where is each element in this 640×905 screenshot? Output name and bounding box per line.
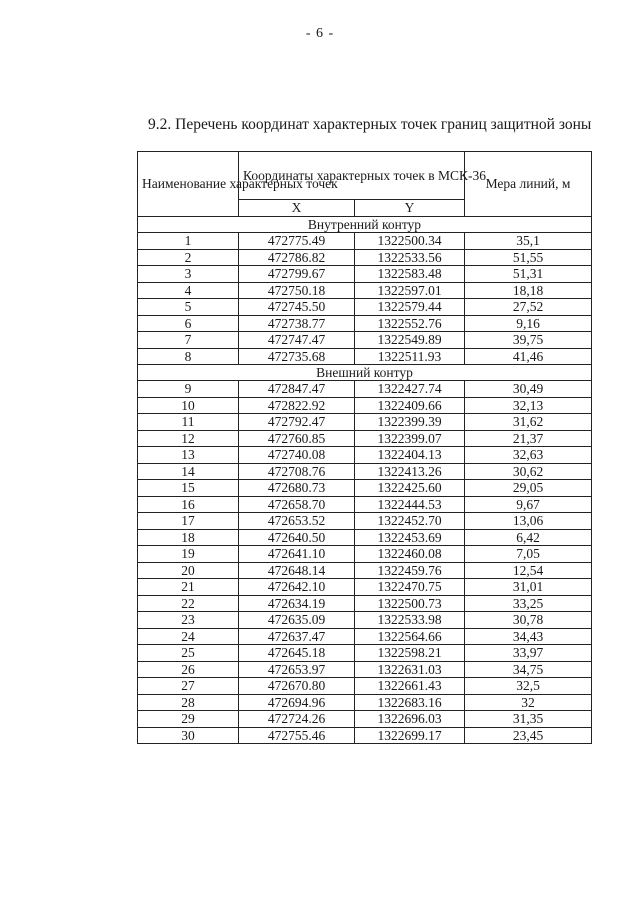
point-number-cell: 10 (138, 397, 239, 414)
table-row (138, 332, 592, 349)
line-length-cell: 27,52 (465, 299, 592, 316)
line-length-cell: 51,55 (465, 249, 592, 266)
point-number-cell: 29 (138, 711, 239, 728)
line-length-cell: 9,67 (465, 496, 592, 513)
y-coordinate-cell: 1322511.93 (355, 348, 465, 365)
line-length-cell: 32,63 (465, 447, 592, 464)
table-row (138, 480, 592, 497)
y-coordinate-cell: 1322453.69 (355, 529, 465, 546)
x-coordinate-cell: 472738.77 (239, 315, 355, 332)
table-row (138, 463, 592, 480)
x-coordinate-cell: 472637.47 (239, 628, 355, 645)
table-row (138, 661, 592, 678)
x-coordinate-cell: 472645.18 (239, 645, 355, 662)
point-number-cell: 24 (138, 628, 239, 645)
x-coordinate-cell: 472653.52 (239, 513, 355, 530)
line-length-cell: 32 (465, 694, 592, 711)
line-length-cell: 31,62 (465, 414, 592, 431)
y-coordinate-cell: 1322459.76 (355, 562, 465, 579)
section-title: Внешний контур (138, 365, 592, 381)
line-length-cell: 33,97 (465, 645, 592, 662)
point-number-cell: 12 (138, 430, 239, 447)
point-number-cell: 6 (138, 315, 239, 332)
x-coordinate-cell: 472694.96 (239, 694, 355, 711)
y-coordinate-cell: 1322500.34 (355, 233, 465, 250)
table-row (138, 299, 592, 316)
table-row (138, 694, 592, 711)
point-number-cell: 26 (138, 661, 239, 678)
y-coordinate-cell: 1322699.17 (355, 727, 465, 744)
y-coordinate-cell: 1322409.66 (355, 397, 465, 414)
line-length-cell: 12,54 (465, 562, 592, 579)
line-length-cell: 39,75 (465, 332, 592, 349)
line-length-cell: 18,18 (465, 282, 592, 299)
table-row (138, 496, 592, 513)
header-y: Y (355, 200, 465, 217)
x-coordinate-cell: 472847.47 (239, 381, 355, 398)
y-coordinate-cell: 1322631.03 (355, 661, 465, 678)
section-heading: 9.2. Перечень координат характерных точек границ защитной зоны (148, 116, 592, 133)
header-point-name: Наименование характерных точек (138, 152, 239, 217)
table-row (138, 645, 592, 662)
table-row (138, 430, 592, 447)
y-coordinate-cell: 1322696.03 (355, 711, 465, 728)
line-length-cell: 30,62 (465, 463, 592, 480)
x-coordinate-cell: 472786.82 (239, 249, 355, 266)
x-coordinate-cell: 472642.10 (239, 579, 355, 596)
point-number-cell: 30 (138, 727, 239, 744)
x-coordinate-cell: 472708.76 (239, 463, 355, 480)
line-length-cell: 7,05 (465, 546, 592, 563)
y-coordinate-cell: 1322564.66 (355, 628, 465, 645)
x-coordinate-cell: 472634.19 (239, 595, 355, 612)
point-number-cell: 27 (138, 678, 239, 695)
x-coordinate-cell: 472740.08 (239, 447, 355, 464)
y-coordinate-cell: 1322399.07 (355, 430, 465, 447)
x-coordinate-cell: 472640.50 (239, 529, 355, 546)
y-coordinate-cell: 1322598.21 (355, 645, 465, 662)
point-number-cell: 25 (138, 645, 239, 662)
point-number-cell: 28 (138, 694, 239, 711)
section-title: Внутренний контур (138, 217, 592, 233)
section-row (138, 365, 592, 381)
table-row (138, 249, 592, 266)
x-coordinate-cell: 472755.46 (239, 727, 355, 744)
point-number-cell: 7 (138, 332, 239, 349)
table-row (138, 282, 592, 299)
header-line-length: Мера линий, м (465, 152, 592, 217)
x-coordinate-cell: 472760.85 (239, 430, 355, 447)
y-coordinate-cell: 1322460.08 (355, 546, 465, 563)
x-coordinate-cell: 472680.73 (239, 480, 355, 497)
section-row (138, 217, 592, 233)
y-coordinate-cell: 1322427.74 (355, 381, 465, 398)
y-coordinate-cell: 1322533.56 (355, 249, 465, 266)
page-number: - 6 - (305, 26, 335, 41)
y-coordinate-cell: 1322470.75 (355, 579, 465, 596)
table-row (138, 579, 592, 596)
y-coordinate-cell: 1322597.01 (355, 282, 465, 299)
x-coordinate-cell: 472648.14 (239, 562, 355, 579)
point-number-cell: 11 (138, 414, 239, 431)
table-row (138, 414, 592, 431)
line-length-cell: 21,37 (465, 430, 592, 447)
y-coordinate-cell: 1322399.39 (355, 414, 465, 431)
table-row (138, 447, 592, 464)
point-number-cell: 2 (138, 249, 239, 266)
line-length-cell: 32,5 (465, 678, 592, 695)
table-row (138, 233, 592, 250)
header-x: X (239, 200, 355, 217)
line-length-cell: 35,1 (465, 233, 592, 250)
line-length-cell: 32,13 (465, 397, 592, 414)
table-row (138, 397, 592, 414)
x-coordinate-cell: 472745.50 (239, 299, 355, 316)
point-number-cell: 20 (138, 562, 239, 579)
y-coordinate-cell: 1322661.43 (355, 678, 465, 695)
point-number-cell: 1 (138, 233, 239, 250)
point-number-cell: 21 (138, 579, 239, 596)
table-row (138, 266, 592, 283)
table-row (138, 348, 592, 365)
x-coordinate-cell: 472641.10 (239, 546, 355, 563)
point-number-cell: 22 (138, 595, 239, 612)
x-coordinate-cell: 472775.49 (239, 233, 355, 250)
x-coordinate-cell: 472658.70 (239, 496, 355, 513)
y-coordinate-cell: 1322444.53 (355, 496, 465, 513)
x-coordinate-cell: 472724.26 (239, 711, 355, 728)
line-length-cell: 33,25 (465, 595, 592, 612)
y-coordinate-cell: 1322404.13 (355, 447, 465, 464)
table-body (138, 217, 592, 744)
y-coordinate-cell: 1322425.60 (355, 480, 465, 497)
y-coordinate-cell: 1322579.44 (355, 299, 465, 316)
table-row (138, 513, 592, 530)
table-row (138, 595, 592, 612)
point-number-cell: 15 (138, 480, 239, 497)
point-number-cell: 13 (138, 447, 239, 464)
line-length-cell: 30,49 (465, 381, 592, 398)
point-number-cell: 19 (138, 546, 239, 563)
point-number-cell: 17 (138, 513, 239, 530)
table-row (138, 315, 592, 332)
y-coordinate-cell: 1322552.76 (355, 315, 465, 332)
point-number-cell: 8 (138, 348, 239, 365)
x-coordinate-cell: 472750.18 (239, 282, 355, 299)
line-length-cell: 51,31 (465, 266, 592, 283)
line-length-cell: 6,42 (465, 529, 592, 546)
y-coordinate-cell: 1322413.26 (355, 463, 465, 480)
table-row (138, 678, 592, 695)
point-number-cell: 5 (138, 299, 239, 316)
x-coordinate-cell: 472735.68 (239, 348, 355, 365)
table-row (138, 529, 592, 546)
y-coordinate-cell: 1322583.48 (355, 266, 465, 283)
table-row (138, 628, 592, 645)
coordinates-table (137, 151, 592, 744)
line-length-cell: 41,46 (465, 348, 592, 365)
point-number-cell: 23 (138, 612, 239, 629)
line-length-cell: 9,16 (465, 315, 592, 332)
table-row (138, 562, 592, 579)
point-number-cell: 3 (138, 266, 239, 283)
table-row (138, 727, 592, 744)
x-coordinate-cell: 472670.80 (239, 678, 355, 695)
line-length-cell: 34,43 (465, 628, 592, 645)
point-number-cell: 9 (138, 381, 239, 398)
y-coordinate-cell: 1322683.16 (355, 694, 465, 711)
x-coordinate-cell: 472792.47 (239, 414, 355, 431)
header-coordinates: Координаты характерных точек в МСК-36 (239, 152, 465, 200)
x-coordinate-cell: 472822.92 (239, 397, 355, 414)
line-length-cell: 13,06 (465, 513, 592, 530)
y-coordinate-cell: 1322533.98 (355, 612, 465, 629)
table-row (138, 546, 592, 563)
x-coordinate-cell: 472799.67 (239, 266, 355, 283)
y-coordinate-cell: 1322452.70 (355, 513, 465, 530)
line-length-cell: 29,05 (465, 480, 592, 497)
line-length-cell: 30,78 (465, 612, 592, 629)
point-number-cell: 4 (138, 282, 239, 299)
x-coordinate-cell: 472635.09 (239, 612, 355, 629)
line-length-cell: 34,75 (465, 661, 592, 678)
y-coordinate-cell: 1322500.73 (355, 595, 465, 612)
point-number-cell: 16 (138, 496, 239, 513)
x-coordinate-cell: 472747.47 (239, 332, 355, 349)
point-number-cell: 18 (138, 529, 239, 546)
x-coordinate-cell: 472653.97 (239, 661, 355, 678)
table-row (138, 612, 592, 629)
table-row (138, 381, 592, 398)
line-length-cell: 23,45 (465, 727, 592, 744)
point-number-cell: 14 (138, 463, 239, 480)
line-length-cell: 31,35 (465, 711, 592, 728)
table-row (138, 711, 592, 728)
y-coordinate-cell: 1322549.89 (355, 332, 465, 349)
line-length-cell: 31,01 (465, 579, 592, 596)
